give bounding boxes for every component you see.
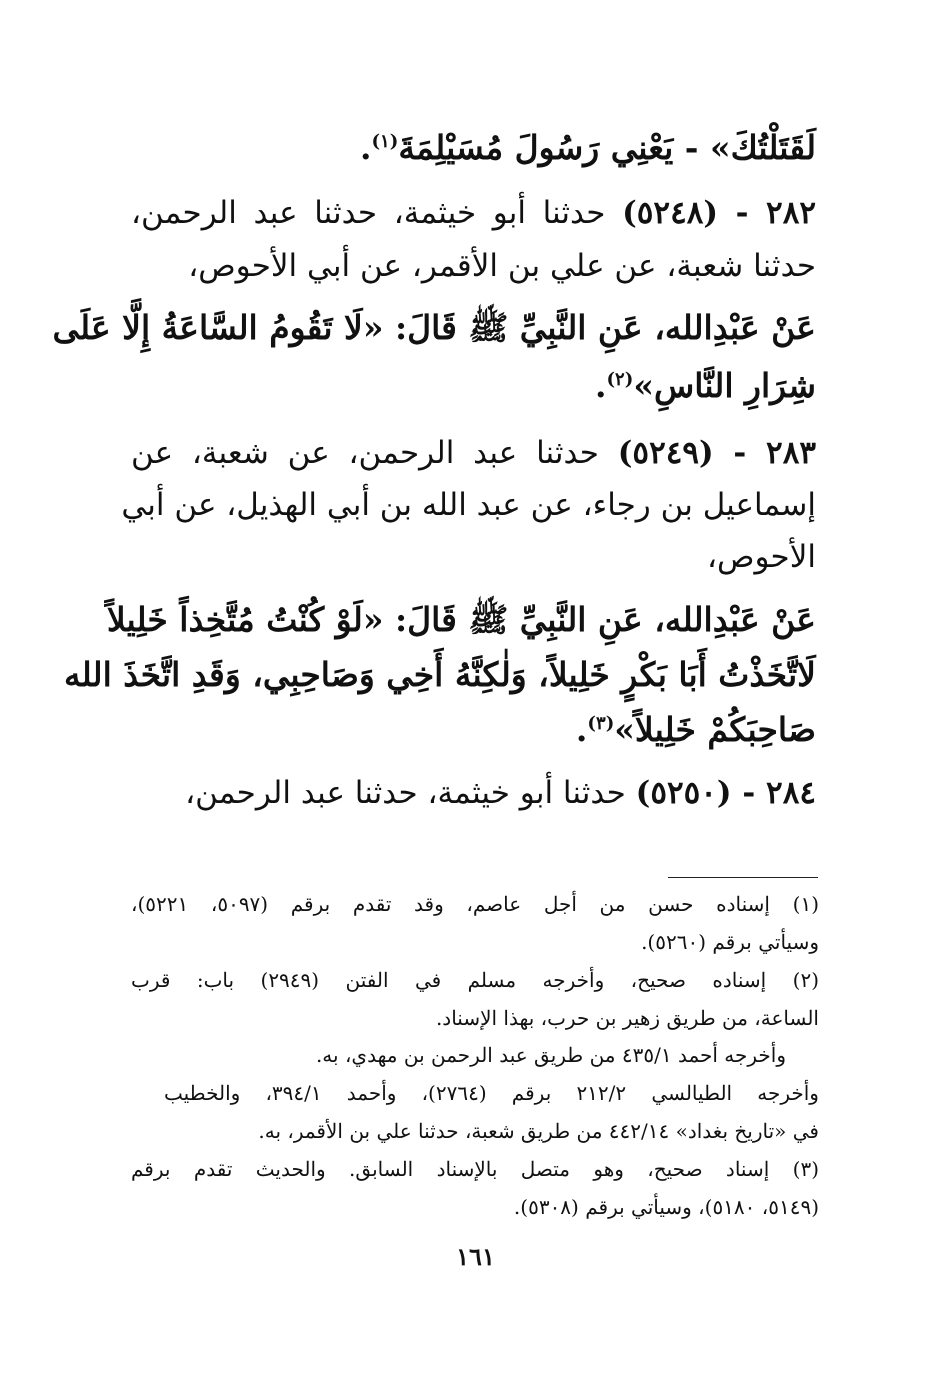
footnote-ref: (٢) xyxy=(606,369,634,390)
full-stop: . xyxy=(594,366,607,405)
isnad-text: إسماعيل بن رجاء، عن عبد الله بن أبي الهذيل، عن أبي xyxy=(121,487,816,523)
hadith-text: لَقَتَلْتُكَ» - يَعْنِي رَسُولَ مُسَيْلِمَةَ xyxy=(398,128,816,167)
isnad-text: الأحوص، xyxy=(707,539,816,575)
isnad-text: حدثنا عبد الرحمن، عن شعبة، عن xyxy=(131,435,599,471)
hadith-282-text-line-1 xyxy=(52,308,816,356)
footnote-ref: (٣) xyxy=(587,713,615,734)
footnote-2-line-3 xyxy=(316,1043,786,1067)
footnote-text: (٥١٤٩، ٥١٨٠)، وسيأتي برقم (٥٣٠٨). xyxy=(513,1195,819,1219)
hadith-text: لَاتَّخَذْتُ أَبَا بَكْرٍ خَلِيلاً، وَلٰكِنَّهُ أَخِي وَصَاحِبِي، وَقَدِ اتَّخَذَ الله xyxy=(63,655,816,694)
hadith-283-isnad-line-1 xyxy=(131,435,816,471)
footnote-text: وسيأتي برقم (٥٢٦٠). xyxy=(641,930,819,954)
footnote-text: وأخرجه أحمد ٤٣٥/١ من طريق عبد الرحمن بن مهدي، به. xyxy=(315,1043,786,1067)
full-stop: . xyxy=(575,710,588,749)
isnad-text: حدثنا أبو خيثمة، حدثنا عبد الرحمن، xyxy=(185,775,626,811)
hadith-283-isnad-line-2 xyxy=(121,487,816,523)
hadith-284-isnad-line-1 xyxy=(185,775,816,811)
hadith-282-isnad-line-2 xyxy=(188,248,816,284)
footnote-1-line-2 xyxy=(641,930,819,954)
footnote-2-line-2 xyxy=(436,1006,819,1030)
hadith-number: ٢٨٢ - (٥٢٤٨) xyxy=(622,195,816,231)
hadith-283-text-line-3 xyxy=(576,710,816,749)
footnote-text: وأخرجه الطيالسي ٢١٢/٢ برقم (٢٧٦٤)، وأحمد ٣٩٤/١، والخطيب xyxy=(164,1081,819,1105)
footnote-text: الساعة، من طريق زهير بن حرب، بهذا الإسناد. xyxy=(435,1006,819,1030)
footnote-1-line-1 xyxy=(131,892,819,916)
hadith-282-isnad-line-1 xyxy=(131,195,816,231)
hadith-text: شِرَارِ النَّاسِ» xyxy=(633,366,816,405)
footnote-ref: (١) xyxy=(371,131,399,152)
footnote-text: (٣) إسناد صحيح، وهو متصل بالإسناد السابق. والحديث تقدم برقم xyxy=(131,1157,819,1181)
footnote-2-line-1 xyxy=(131,968,819,992)
footnote-3-line-1 xyxy=(131,1157,819,1181)
footnote-text: (٢) إسناده صحيح، وأخرجه مسلم في الفتن (٢٩٤٩) باب: قرب xyxy=(131,968,820,992)
hadith-283-text-line-1 xyxy=(106,600,816,648)
footnote-divider xyxy=(668,877,818,878)
hadith-text-line xyxy=(360,128,816,167)
hadith-283-isnad-line-3 xyxy=(707,539,816,575)
footnote-2-line-5 xyxy=(258,1119,819,1143)
hadith-text: عَنْ عَبْدِالله، عَنِ النَّبِيِّ ﷺ قَالَ: «لَوْ كُنْتُ مُتَّخِذاً خَلِيلاً xyxy=(106,600,816,639)
footnote-3-line-2 xyxy=(514,1195,819,1219)
isnad-text: حدثنا أبو خيثمة، حدثنا عبد الرحمن، xyxy=(131,195,606,231)
hadith-283-text-line-2 xyxy=(63,655,816,694)
hadith-text: صَاحِبَكُمْ خَلِيلاً» xyxy=(614,710,816,749)
hadith-282-text-line-2 xyxy=(595,366,816,405)
footnote-text: في «تاريخ بغداد» ٤٤٢/١٤ من طريق شعبة، حدثنا علي بن الأقمر، به. xyxy=(258,1119,819,1143)
hadith-text: عَنْ عَبْدِالله، عَنِ النَّبِيِّ ﷺ قَالَ: «لَا تَقُومُ السَّاعَةُ إِلَّا عَلَى xyxy=(52,308,816,347)
full-stop: . xyxy=(359,128,372,167)
page-number: ١٦١ xyxy=(456,1242,495,1271)
footnote-text: (١) إسناده حسن من أجل عاصم، وقد تقدم برقم (٥٠٩٧، ٥٢٢١)، xyxy=(131,892,819,916)
isnad-text: حدثنا شعبة، عن علي بن الأقمر، عن أبي الأحوص، xyxy=(188,248,816,284)
hadith-number: ٢٨٣ - (٥٢٤٩) xyxy=(617,435,816,471)
footnote-2-line-4 xyxy=(164,1081,819,1105)
hadith-number: ٢٨٤ - (٥٢٥٠) xyxy=(635,775,816,811)
